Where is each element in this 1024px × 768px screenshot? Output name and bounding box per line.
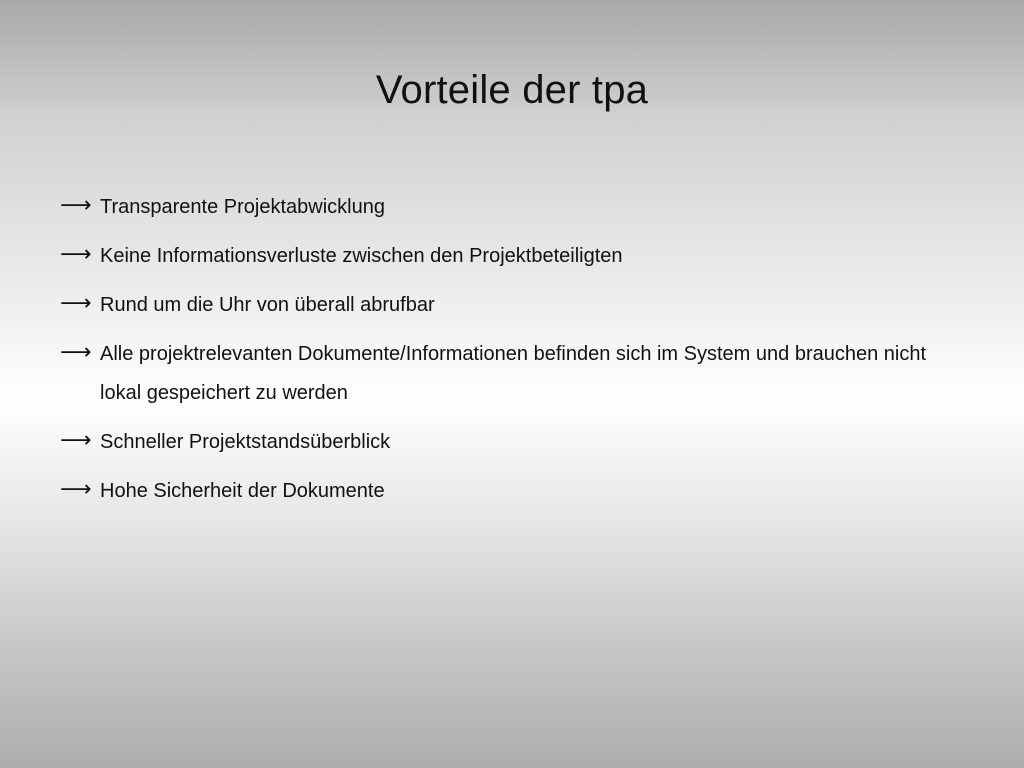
bullet-text: Alle projektrelevanten Dokumente/Informationen befinden sich im System und brauchen nicht lokal gespeichert zu werden (100, 343, 927, 404)
bullet-item (60, 472, 960, 511)
bullet-text: Hohe Sicherheit der Dokumente (100, 480, 385, 502)
right-arrow-icon: ⟶ (60, 339, 92, 364)
bullet-item (60, 423, 960, 462)
bullet-item (60, 237, 960, 276)
right-arrow-icon: ⟶ (60, 241, 92, 266)
bullet-item (60, 286, 960, 325)
right-arrow-icon: ⟶ (60, 476, 92, 501)
bullet-item (60, 335, 960, 413)
bullet-item (60, 188, 960, 227)
bullet-text: Rund um die Uhr von überall abrufbar (100, 294, 435, 316)
right-arrow-icon: ⟶ (60, 192, 92, 217)
bullet-list (60, 188, 960, 521)
bullet-text: Transparente Projektabwicklung (100, 196, 385, 218)
bullet-text: Keine Informationsverluste zwischen den Projektbeteiligten (100, 245, 623, 267)
bullet-text: Schneller Projektstandsüberblick (100, 431, 391, 453)
right-arrow-icon: ⟶ (60, 290, 92, 315)
slide-title: Vorteile der tpa (375, 68, 649, 112)
right-arrow-icon: ⟶ (60, 427, 92, 452)
